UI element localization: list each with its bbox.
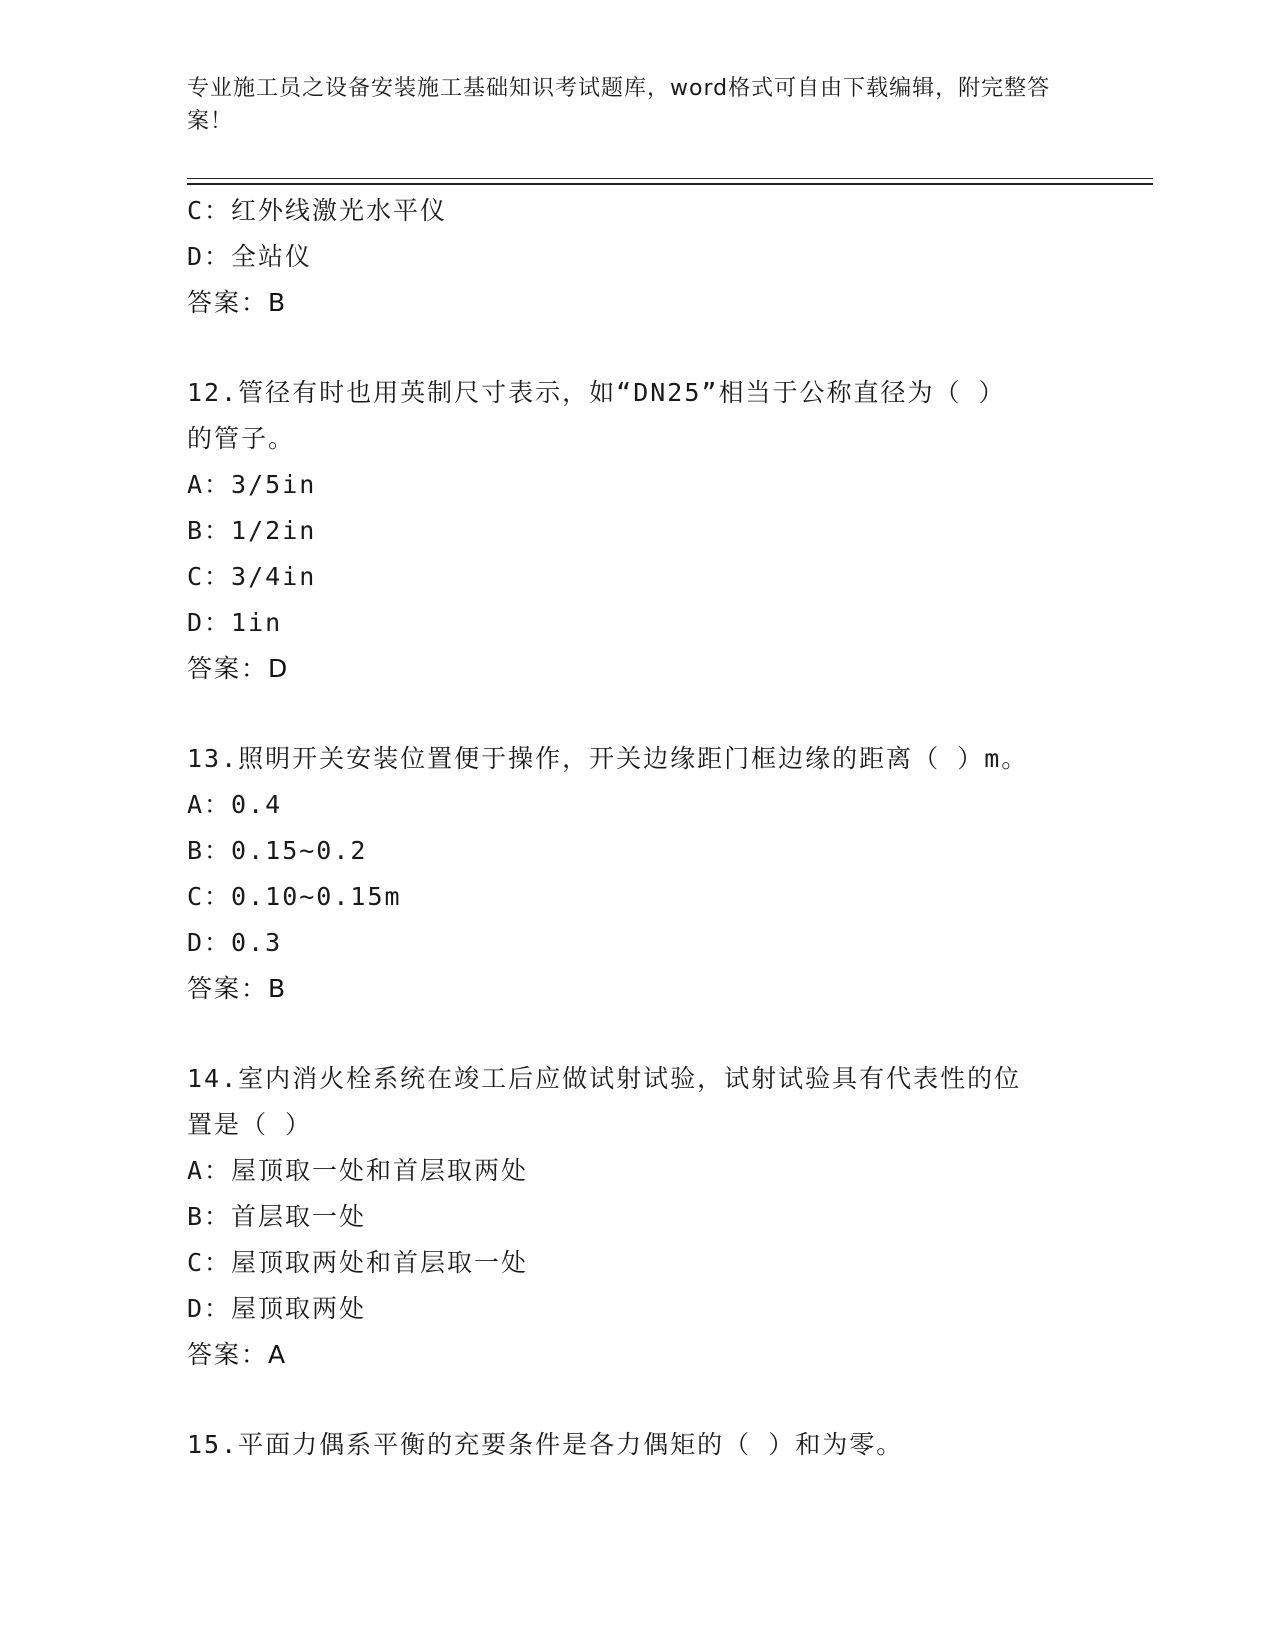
option-b: B：0.15~0.2 (187, 836, 368, 865)
question-list (187, 188, 1087, 1468)
header-title: 专业施工员之设备安装施工基础知识考试题库，word格式可自由下载编辑，附完整答案！ (187, 76, 1051, 134)
option-c: C：红外线激光水平仪 (187, 196, 448, 225)
option-b: B：首层取一处 (187, 1202, 367, 1231)
question-15 (187, 1422, 1087, 1468)
question-stem: 12.管径有时也用英制尺寸表示，如“DN25”相当于公称直径为（ ） (187, 378, 1006, 407)
question-14 (187, 1056, 1087, 1378)
answer-line: 答案：B (187, 288, 288, 317)
answer-line: 答案：A (187, 1340, 288, 1369)
question-stem-continued: 置是（ ） (187, 1110, 313, 1139)
option-c: C：0.10~0.15m (187, 882, 402, 911)
question-stem: 15.平面力偶系平衡的充要条件是各力偶矩的（ ）和为零。 (187, 1430, 904, 1459)
option-d: D：全站仪 (187, 242, 313, 271)
spacer (187, 1012, 1087, 1056)
option-b: B：1/2in (187, 516, 317, 545)
answer-line: 答案：D (187, 654, 290, 683)
question-11-tail (187, 188, 1087, 326)
question-stem: 14.室内消火栓系统在竣工后应做试射试验，试射试验具有代表性的位 (187, 1064, 1022, 1093)
option-c: C：3/4in (187, 562, 317, 591)
option-c: C：屋顶取两处和首层取一处 (187, 1248, 529, 1277)
question-stem: 13.照明开关安装位置便于操作，开关边缘距门框边缘的距离（ ）m。 (187, 744, 1029, 773)
spacer (187, 692, 1087, 736)
option-a: A：屋顶取一处和首层取两处 (187, 1156, 529, 1185)
option-a: A：3/5in (187, 470, 317, 499)
option-d: D：1in (187, 608, 283, 637)
header-divider-thick (187, 183, 1153, 185)
document-header (187, 72, 1067, 138)
question-stem-continued: 的管子。 (187, 424, 296, 453)
header-divider-thin (187, 178, 1153, 179)
option-d: D：屋顶取两处 (187, 1294, 367, 1323)
spacer (187, 326, 1087, 370)
option-d: D：0.3 (187, 928, 283, 957)
question-12 (187, 370, 1087, 692)
answer-line: 答案：B (187, 974, 288, 1003)
question-13 (187, 736, 1087, 1012)
option-a: A：0.4 (187, 790, 283, 819)
spacer (187, 1378, 1087, 1422)
